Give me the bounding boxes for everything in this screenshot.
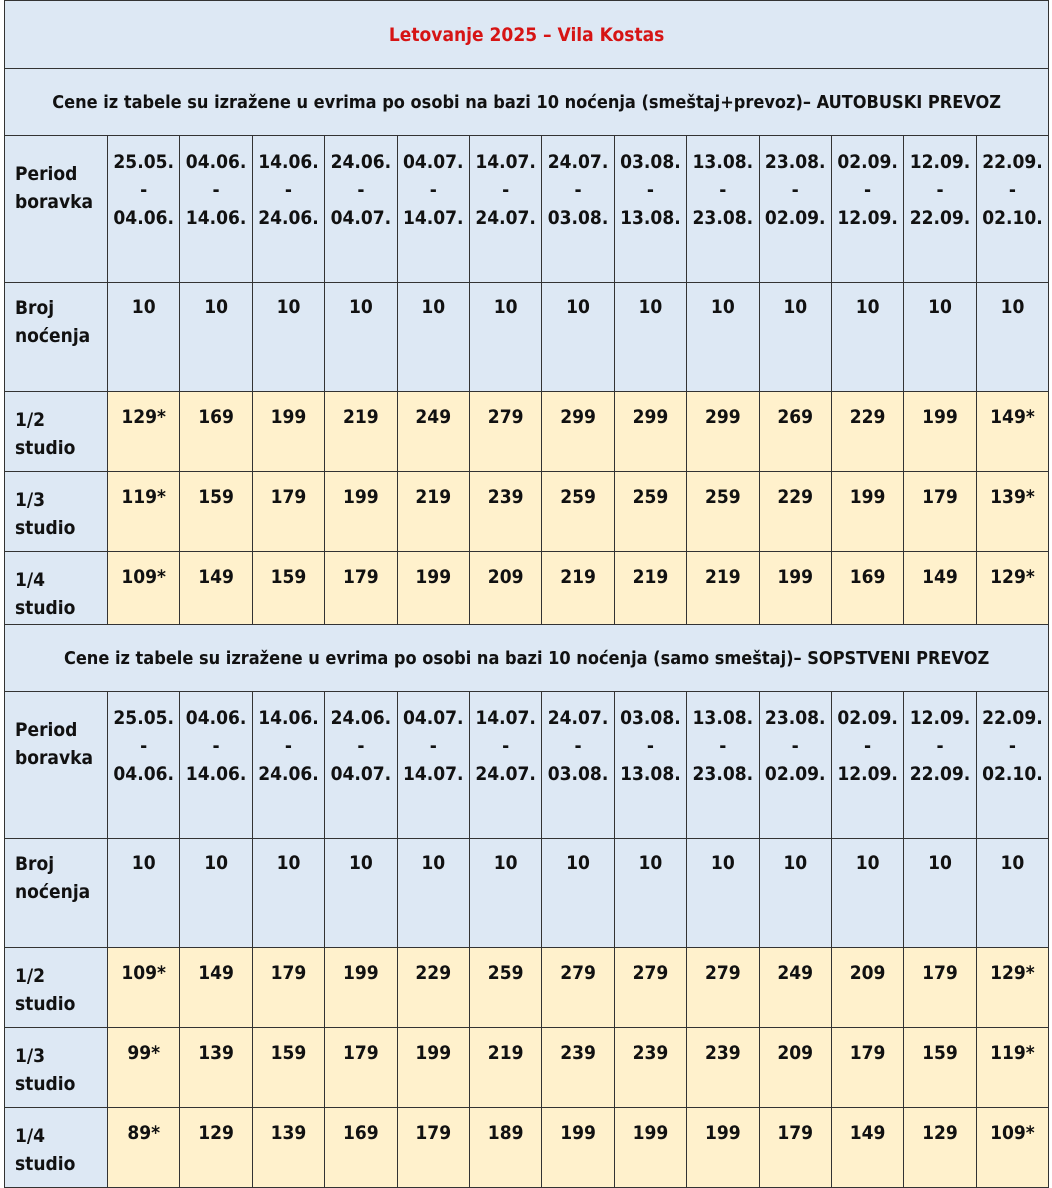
price-cell: 169: [180, 392, 252, 472]
period-to: 22.09.: [909, 763, 971, 785]
nights-label-line: Broj: [15, 853, 55, 875]
price-row: [5, 1028, 1049, 1108]
price-cell: 219: [542, 552, 614, 632]
price-cell: 179: [904, 472, 976, 552]
period-to: 02.10.: [982, 207, 1043, 229]
price-table-bus: [4, 0, 1049, 632]
period-cell: [976, 692, 1048, 839]
period-to: 02.10.: [982, 763, 1043, 785]
period-to: 23.08.: [692, 207, 754, 229]
price-cell: 159: [252, 1028, 324, 1108]
period-to: 04.06.: [113, 207, 174, 229]
period-label-line: boravka: [15, 191, 93, 213]
period-dash: -: [574, 179, 582, 201]
period-to: 02.09.: [764, 763, 826, 785]
price-cell: 129*: [976, 552, 1049, 632]
price-cell: 209: [831, 948, 903, 1028]
period-cell: [542, 692, 614, 839]
price-cell: 259: [687, 472, 759, 552]
nights-cell: 10: [687, 283, 759, 392]
price-cell: 149: [180, 552, 252, 632]
period-from: 14.06.: [258, 707, 319, 729]
price-cell: 239: [687, 1028, 759, 1108]
period-cell: [614, 692, 686, 839]
period-label-line: Period: [15, 719, 78, 741]
period-dash: -: [357, 179, 365, 201]
period-dash: -: [212, 735, 220, 757]
period-dash: -: [719, 179, 727, 201]
period-to: 04.07.: [330, 207, 392, 229]
period-to: 12.09.: [837, 763, 898, 785]
period-from: 13.08.: [692, 707, 754, 729]
price-cell: 249: [397, 392, 469, 472]
period-cell: [325, 692, 397, 839]
price-cell: 159: [180, 472, 252, 552]
price-cell: 279: [687, 948, 759, 1028]
price-cell: 169: [325, 1108, 397, 1188]
period-cell: [687, 136, 759, 283]
period-dash: -: [864, 735, 872, 757]
price-cell: 279: [614, 948, 686, 1028]
price-cell: 219: [614, 552, 686, 632]
period-cell: [108, 692, 180, 839]
room-type-label: 1/3 studio: [5, 472, 108, 552]
period-dash: -: [936, 735, 944, 757]
nights-cell: 10: [831, 839, 903, 948]
period-from: 23.08.: [764, 151, 826, 173]
period-label-line: Period: [15, 163, 78, 185]
period-cell: [397, 692, 469, 839]
room-type-label: 1/4 studio: [5, 552, 108, 632]
period-cell: [108, 136, 180, 283]
price-cell: 89*: [108, 1108, 180, 1188]
price-cell: 199: [542, 1108, 614, 1188]
period-dash: -: [864, 179, 872, 201]
price-cell: 129*: [108, 392, 180, 472]
price-cell: 199: [325, 948, 397, 1028]
period-dash: -: [574, 735, 582, 757]
price-cell: 179: [252, 472, 324, 552]
period-from: 23.08.: [764, 707, 826, 729]
price-cell: 239: [614, 1028, 686, 1108]
period-to: 13.08.: [620, 763, 681, 785]
period-dash: -: [429, 735, 437, 757]
nights-cell: 10: [397, 839, 469, 948]
nights-cell: 10: [976, 283, 1049, 392]
period-dash: -: [502, 735, 510, 757]
period-dash: -: [284, 179, 293, 201]
price-cell: 139: [180, 1028, 252, 1108]
period-to: 24.06.: [258, 207, 319, 229]
table-subtitle: Cene iz tabele su izražene u evrima po osobi na bazi 10 noćenja (samo smeštaj)– SOPSTVENI PREVOZ: [5, 625, 1049, 692]
price-cell: 229: [397, 948, 469, 1028]
price-cell: 99*: [108, 1028, 180, 1108]
price-cell: 169: [831, 552, 903, 632]
period-dash: -: [429, 179, 437, 201]
price-cell: 159: [252, 552, 324, 632]
period-from: 14.07.: [475, 707, 536, 729]
price-cell: 189: [469, 1108, 541, 1188]
price-cell: 199: [904, 392, 976, 472]
price-row: [5, 472, 1049, 552]
period-cell: [397, 136, 469, 283]
period-from: 04.06.: [185, 151, 247, 173]
period-dash: -: [791, 735, 799, 757]
nights-cell: 10: [325, 283, 397, 392]
table-subtitle: Cene iz tabele su izražene u evrima po osobi na bazi 10 noćenja (smeštaj+prevoz)– AUTOBUSKI PREVOZ: [5, 69, 1049, 136]
price-cell: 259: [614, 472, 686, 552]
nights-cell: 10: [542, 283, 614, 392]
period-cell: [614, 136, 686, 283]
price-cell: 149: [904, 552, 976, 632]
period-dash: -: [140, 735, 148, 757]
period-from: 25.05.: [113, 151, 174, 173]
period-cell: [687, 692, 759, 839]
period-dash: -: [646, 179, 654, 201]
period-to: 04.06.: [113, 763, 174, 785]
price-cell: 109*: [108, 552, 180, 632]
period-from: 04.07.: [402, 151, 464, 173]
price-cell: 179: [831, 1028, 903, 1108]
price-cell: 199: [397, 552, 469, 632]
nights-cell: 10: [542, 839, 614, 948]
price-cell: 199: [614, 1108, 686, 1188]
period-from: 02.09.: [837, 707, 898, 729]
period-cell: [759, 692, 831, 839]
price-cell: 119*: [976, 1028, 1048, 1108]
price-cell: 139*: [976, 472, 1049, 552]
period-row: [5, 136, 1049, 283]
period-to: 22.09.: [909, 207, 971, 229]
nights-cell: 10: [180, 283, 252, 392]
period-from: 03.08.: [620, 707, 681, 729]
nights-row: [5, 839, 1049, 948]
nights-cell: 10: [904, 839, 976, 948]
period-dash: -: [646, 735, 654, 757]
period-from: 24.07.: [547, 707, 609, 729]
price-cell: 269: [759, 392, 831, 472]
period-cell: [542, 136, 614, 283]
period-from: 02.09.: [837, 151, 898, 173]
price-cell: 239: [542, 1028, 614, 1108]
price-row: [5, 552, 1049, 632]
price-cell: 279: [542, 948, 614, 1028]
price-cell: 109*: [976, 1108, 1048, 1188]
period-cell: [831, 692, 903, 839]
price-cell: 239: [469, 472, 541, 552]
price-cell: 219: [397, 472, 469, 552]
period-to: 14.06.: [185, 763, 247, 785]
period-to: 12.09.: [837, 207, 898, 229]
price-cell: 249: [759, 948, 831, 1028]
nights-cell: 10: [614, 839, 686, 948]
period-to: 14.06.: [185, 207, 247, 229]
price-cell: 179: [759, 1108, 831, 1188]
price-cell: 219: [469, 1028, 541, 1108]
period-from: 13.08.: [692, 151, 754, 173]
price-cell: 149: [831, 1108, 903, 1188]
period-cell: [976, 136, 1049, 283]
nights-cell: 10: [469, 283, 541, 392]
period-from: 12.09.: [909, 707, 971, 729]
period-label-line: boravka: [15, 747, 93, 769]
period-cell: [252, 692, 324, 839]
price-row: [5, 1108, 1049, 1188]
price-cell: 259: [469, 948, 541, 1028]
period-to: 23.08.: [692, 763, 754, 785]
period-from: 12.09.: [909, 151, 971, 173]
period-to: 03.08.: [547, 207, 609, 229]
price-row: [5, 948, 1049, 1028]
price-cell: 219: [687, 552, 759, 632]
period-from: 22.09.: [982, 151, 1043, 173]
period-to: 14.07.: [402, 763, 464, 785]
period-to: 24.06.: [258, 763, 319, 785]
period-to: 24.07.: [475, 763, 536, 785]
period-from: 22.09.: [982, 707, 1043, 729]
price-cell: 159: [904, 1028, 976, 1108]
price-cell: 149: [180, 948, 252, 1028]
period-cell: [252, 136, 324, 283]
nights-label-line: Broj: [15, 297, 55, 319]
price-cell: 229: [831, 392, 903, 472]
period-dash: -: [140, 179, 148, 201]
period-dash: -: [719, 735, 727, 757]
period-to: 13.08.: [620, 207, 681, 229]
period-from: 24.06.: [330, 151, 392, 173]
price-cell: 179: [252, 948, 324, 1028]
price-row: [5, 392, 1049, 472]
price-cell: 199: [759, 552, 831, 632]
period-dash: -: [284, 735, 293, 757]
nights-label-line: noćenja: [15, 325, 91, 347]
period-from: 25.05.: [113, 707, 174, 729]
price-cell: 179: [904, 948, 976, 1028]
price-cell: 199: [831, 472, 903, 552]
period-from: 14.06.: [258, 151, 319, 173]
price-table-own-transport: [4, 624, 1049, 1188]
nights-cell: 10: [614, 283, 686, 392]
price-cell: 209: [469, 552, 541, 632]
price-cell: 119*: [108, 472, 180, 552]
period-to: 03.08.: [547, 763, 609, 785]
period-cell: [325, 136, 397, 283]
room-type-label: 1/3 studio: [5, 1028, 108, 1108]
room-type-label: 1/4 studio: [5, 1108, 108, 1188]
period-dash: -: [791, 179, 799, 201]
price-cell: 129: [904, 1108, 976, 1188]
period-dash: -: [357, 735, 365, 757]
nights-cell: 10: [108, 839, 180, 948]
period-cell: [469, 136, 541, 283]
price-cell: 179: [325, 1028, 397, 1108]
period-dash: -: [212, 179, 220, 201]
nights-cell: 10: [759, 839, 831, 948]
page-title: Letovanje 2025 – Vila Kostas: [5, 1, 1049, 69]
price-cell: 259: [542, 472, 614, 552]
price-cell: 199: [325, 472, 397, 552]
period-cell: [759, 136, 831, 283]
period-from: 24.06.: [330, 707, 392, 729]
period-cell: [831, 136, 903, 283]
price-cell: 229: [759, 472, 831, 552]
period-cell: [180, 692, 252, 839]
nights-cell: 10: [976, 839, 1048, 948]
period-from: 14.07.: [475, 151, 536, 173]
period-label: [5, 692, 108, 839]
nights-label-line: noćenja: [15, 881, 91, 903]
price-cell: 299: [687, 392, 759, 472]
nights-label: [5, 283, 108, 392]
period-to: 04.07.: [330, 763, 392, 785]
period-label: [5, 136, 108, 283]
period-to: 14.07.: [402, 207, 464, 229]
period-row: [5, 692, 1049, 839]
nights-cell: 10: [252, 283, 324, 392]
price-cell: 199: [687, 1108, 759, 1188]
nights-cell: 10: [180, 839, 252, 948]
nights-cell: 10: [469, 839, 541, 948]
period-from: 04.07.: [402, 707, 464, 729]
price-cell: 179: [325, 552, 397, 632]
price-cell: 129*: [976, 948, 1048, 1028]
period-cell: [904, 136, 976, 283]
nights-cell: 10: [252, 839, 324, 948]
price-cell: 199: [397, 1028, 469, 1108]
nights-cell: 10: [759, 283, 831, 392]
nights-cell: 10: [904, 283, 976, 392]
nights-row: [5, 283, 1049, 392]
period-from: 03.08.: [620, 151, 681, 173]
price-cell: 299: [614, 392, 686, 472]
period-dash: -: [936, 179, 944, 201]
price-cell: 139: [252, 1108, 324, 1188]
room-type-label: 1/2 studio: [5, 392, 108, 472]
period-dash: -: [502, 179, 510, 201]
price-cell: 149*: [976, 392, 1049, 472]
nights-label: [5, 839, 108, 948]
nights-cell: 10: [325, 839, 397, 948]
nights-cell: 10: [831, 283, 903, 392]
period-cell: [180, 136, 252, 283]
period-to: 24.07.: [475, 207, 536, 229]
period-dash: -: [1008, 735, 1016, 757]
period-cell: [904, 692, 976, 839]
room-type-label: 1/2 studio: [5, 948, 108, 1028]
price-cell: 299: [542, 392, 614, 472]
price-cell: 209: [759, 1028, 831, 1108]
nights-cell: 10: [108, 283, 180, 392]
nights-cell: 10: [397, 283, 469, 392]
price-cell: 179: [397, 1108, 469, 1188]
price-cell: 109*: [108, 948, 180, 1028]
period-cell: [469, 692, 541, 839]
period-from: 04.06.: [185, 707, 247, 729]
nights-cell: 10: [687, 839, 759, 948]
period-to: 02.09.: [764, 207, 826, 229]
period-dash: -: [1008, 179, 1017, 201]
price-cell: 199: [252, 392, 324, 472]
price-cell: 129: [180, 1108, 252, 1188]
price-cell: 279: [469, 392, 541, 472]
price-cell: 219: [325, 392, 397, 472]
period-from: 24.07.: [547, 151, 609, 173]
